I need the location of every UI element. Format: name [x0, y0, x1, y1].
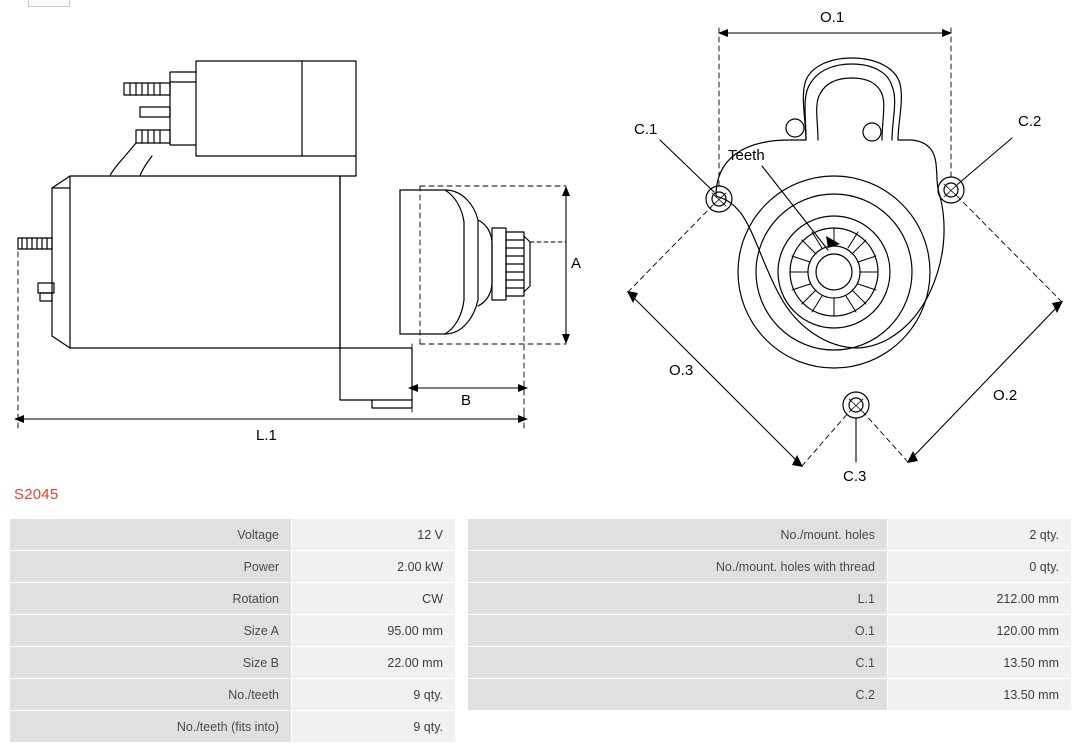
spec-gap [456, 583, 468, 615]
side-view-drawing [18, 61, 530, 408]
label-c2: C.2 [1018, 113, 1042, 130]
spec-value: 12 V [292, 519, 456, 551]
label-size-b: B [461, 392, 472, 409]
spec-value: CW [292, 583, 456, 615]
spec-gap [456, 519, 468, 551]
side-view-dimension-arrows [14, 186, 570, 423]
spec-label: C.2 [468, 679, 888, 711]
spec-value: 13.50 mm [888, 679, 1072, 711]
spec-label: C.1 [468, 647, 888, 679]
label-c1: C.1 [634, 121, 658, 138]
specifications-table [9, 518, 1072, 743]
spec-value: 120.00 mm [888, 615, 1072, 647]
spec-label: Size B [10, 647, 292, 679]
spec-label: Voltage [10, 519, 292, 551]
spec-gap [456, 551, 468, 583]
part-number: S2045 [14, 486, 59, 503]
spec-label: No./teeth (fits into) [10, 711, 292, 743]
side-view-dimension-guides [18, 186, 566, 432]
spec-label: Rotation [10, 583, 292, 615]
label-c3: C.3 [843, 468, 867, 485]
spec-value: 22.00 mm [292, 647, 456, 679]
spec-value: 13.50 mm [888, 647, 1072, 679]
spec-gap [456, 711, 468, 743]
spec-value: 95.00 mm [292, 615, 456, 647]
table-row [10, 551, 1072, 583]
spec-label: Power [10, 551, 292, 583]
spec-value: 2 qty. [888, 519, 1072, 551]
table-row [10, 583, 1072, 615]
table-row [10, 679, 1072, 711]
label-size-a: A [571, 255, 582, 272]
spec-value: 0 qty. [888, 551, 1072, 583]
label-o3: O.3 [669, 362, 694, 379]
spec-value: 9 qty. [292, 679, 456, 711]
label-o2: O.2 [993, 387, 1018, 404]
table-row [10, 615, 1072, 647]
spec-value: 212.00 mm [888, 583, 1072, 615]
label-o1: O.1 [820, 9, 845, 26]
callout-leader-lines [660, 138, 1012, 462]
spec-value: 2.00 kW [292, 551, 456, 583]
spec-empty-cell [888, 711, 1072, 743]
spec-label: O.1 [468, 615, 888, 647]
spec-label: No./mount. holes with thread [468, 551, 888, 583]
specifications-table-body [10, 519, 1072, 743]
spec-label: No./teeth [10, 679, 292, 711]
table-row [10, 711, 1072, 743]
label-l1: L.1 [256, 427, 277, 444]
label-teeth: Teeth [728, 147, 765, 164]
spec-label: No./mount. holes [468, 519, 888, 551]
table-row [10, 519, 1072, 551]
spec-gap [456, 615, 468, 647]
spec-label: L.1 [468, 583, 888, 615]
spec-label: Size A [10, 615, 292, 647]
spec-value: 9 qty. [292, 711, 456, 743]
specifications-table-wrapper [9, 518, 1071, 743]
spec-empty-cell [468, 711, 888, 743]
spec-gap [456, 647, 468, 679]
spec-gap [456, 679, 468, 711]
table-row [10, 647, 1072, 679]
mounting-flange-drawing [706, 58, 964, 418]
